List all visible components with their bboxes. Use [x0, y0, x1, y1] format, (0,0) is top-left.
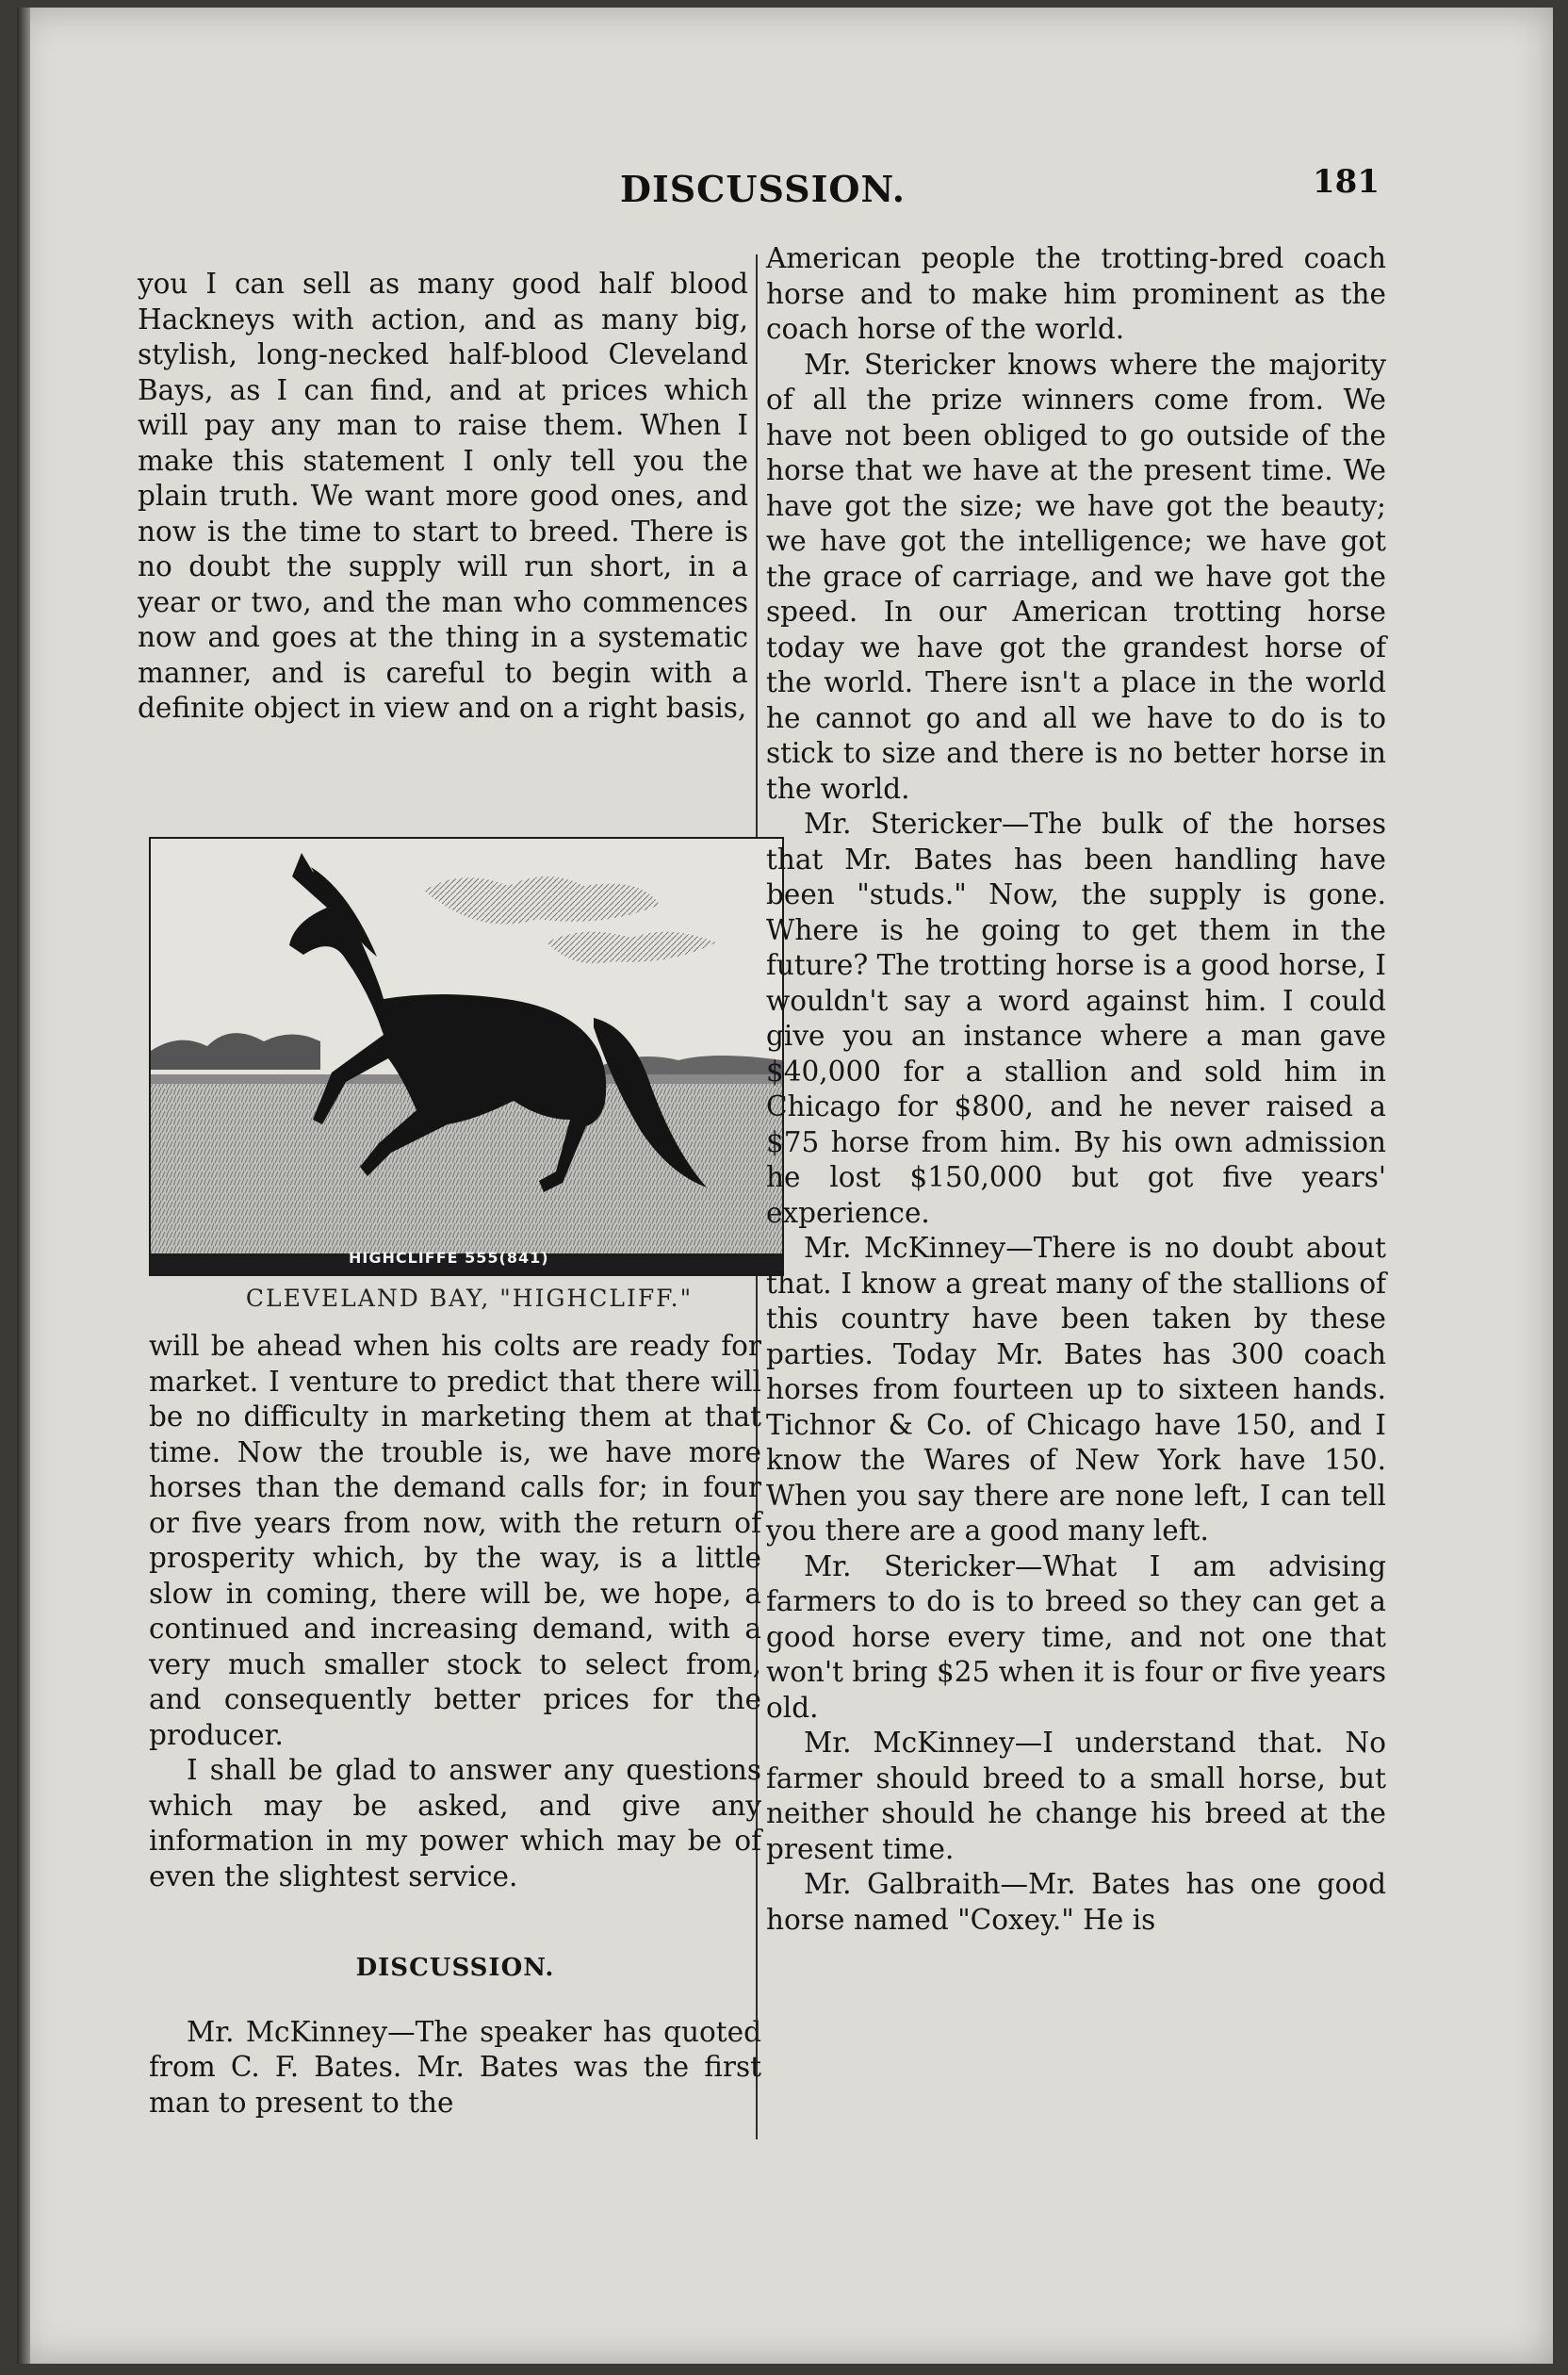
left-column-bottom — [149, 1329, 761, 2121]
paragraph: Mr. Stericker—What I am advising farmers to do is to breed so they can get a good horse every time, and not one that won't bring $25 when it is four or five years old. — [766, 1549, 1386, 1724]
paragraph: American people the trotting-bred coach horse and to make him prominent as the coach horse of the world. — [766, 242, 1386, 345]
left-column-top — [138, 267, 748, 727]
paragraph: I shall be glad to answer any questions which may be asked, and give any information in my power which may be of even the slightest service. — [149, 1754, 761, 1892]
paragraph: Mr. Stericker—The bulk of the horses that Mr. Bates has been handling have been "studs." Now, the supply is gone. Where is he going to get them in the future? The trotting horse is a good horse, I wouldn't say a word against him. I could give you an instance where a man gave $40,000 for a stallion and sold him in Chicago for $800, and he never raised a $75 horse from him. By his own admission he lost $150,000 but got five years' experience. — [766, 808, 1386, 1229]
page-binding-edge — [17, 8, 30, 2364]
page-header — [17, 163, 1553, 220]
paragraph: Mr. McKinney—I understand that. No farmer should breed to a small horse, but neither should he change his breed at the present time. — [766, 1727, 1386, 1865]
paragraph: will be ahead when his colts are ready for market. I venture to predict that there will be no difficulty in marketing them at that time. Now the trouble is, we have more horses than the demand calls for; in four or five years from now, with the return of prosperity which, by the way, is a little slow in coming, there will be, we hope, a continued and increasing demand, with a very much smaller stock to select from, and consequently better prices for the producer. — [149, 1330, 761, 1751]
paragraph: Mr. McKinney—The speaker has quoted from C. F. Bates. Mr. Bates was the first man to present to the — [149, 2015, 761, 2119]
paragraph: Mr. McKinney—There is no doubt about that. I know a great many of the stallions of this country have been taken by these parties. Today Mr. Bates has 300 coach horses from fourteen up to sixteen hands. Tichnor & Co. of Chicago have 150, and I know the Wares of New York have 150. When you say there are none left, I can tell you there are a good many left. — [766, 1232, 1386, 1547]
paragraph: you I can sell as many good half blood Hackneys with action, and as many big, stylish, long-necked half-blood Cleveland Bays, as I can find, and at prices which will pay any man to raise them. When I make this statement I only tell you the plain truth. We want more good ones, and now is the time to start to breed. There is no doubt the supply will run short, in a year or two, and the man who commences now and goes at the thing in a systematic manner, and is careful to begin with a definite object in view and on a right basis, — [138, 268, 748, 724]
horse-engraving-image — [151, 839, 782, 1274]
plate-label: HIGHCLIFFE 555(841) — [349, 1249, 549, 1267]
figure-caption: CLEVELAND BAY, "HIGHCLIFF." — [245, 1285, 694, 1312]
paragraph: Mr. Galbraith—Mr. Bates has one good horse named "Coxey." He is — [766, 1868, 1386, 1936]
section-heading: DISCUSSION. — [355, 1954, 555, 1982]
right-column — [766, 241, 1386, 1938]
book-page — [17, 8, 1553, 2364]
horse-illustration — [149, 837, 784, 1276]
paragraph: Mr. Stericker knows where the majority of all the prize winners come from. We have not been obliged to go outside of the horse that we have at the present time. We have got the size; we have got the beauty; we have got the intelligence; we have got the grace of carriage, and we have got the speed. In our American trotting horse today we have got the grandest horse of the world. There isn't a place in the world he cannot go and all we have to do is to stick to size and there is no better horse in the world. — [766, 348, 1386, 805]
page-number: 181 — [1313, 163, 1380, 201]
running-head: DISCUSSION. — [620, 168, 906, 210]
